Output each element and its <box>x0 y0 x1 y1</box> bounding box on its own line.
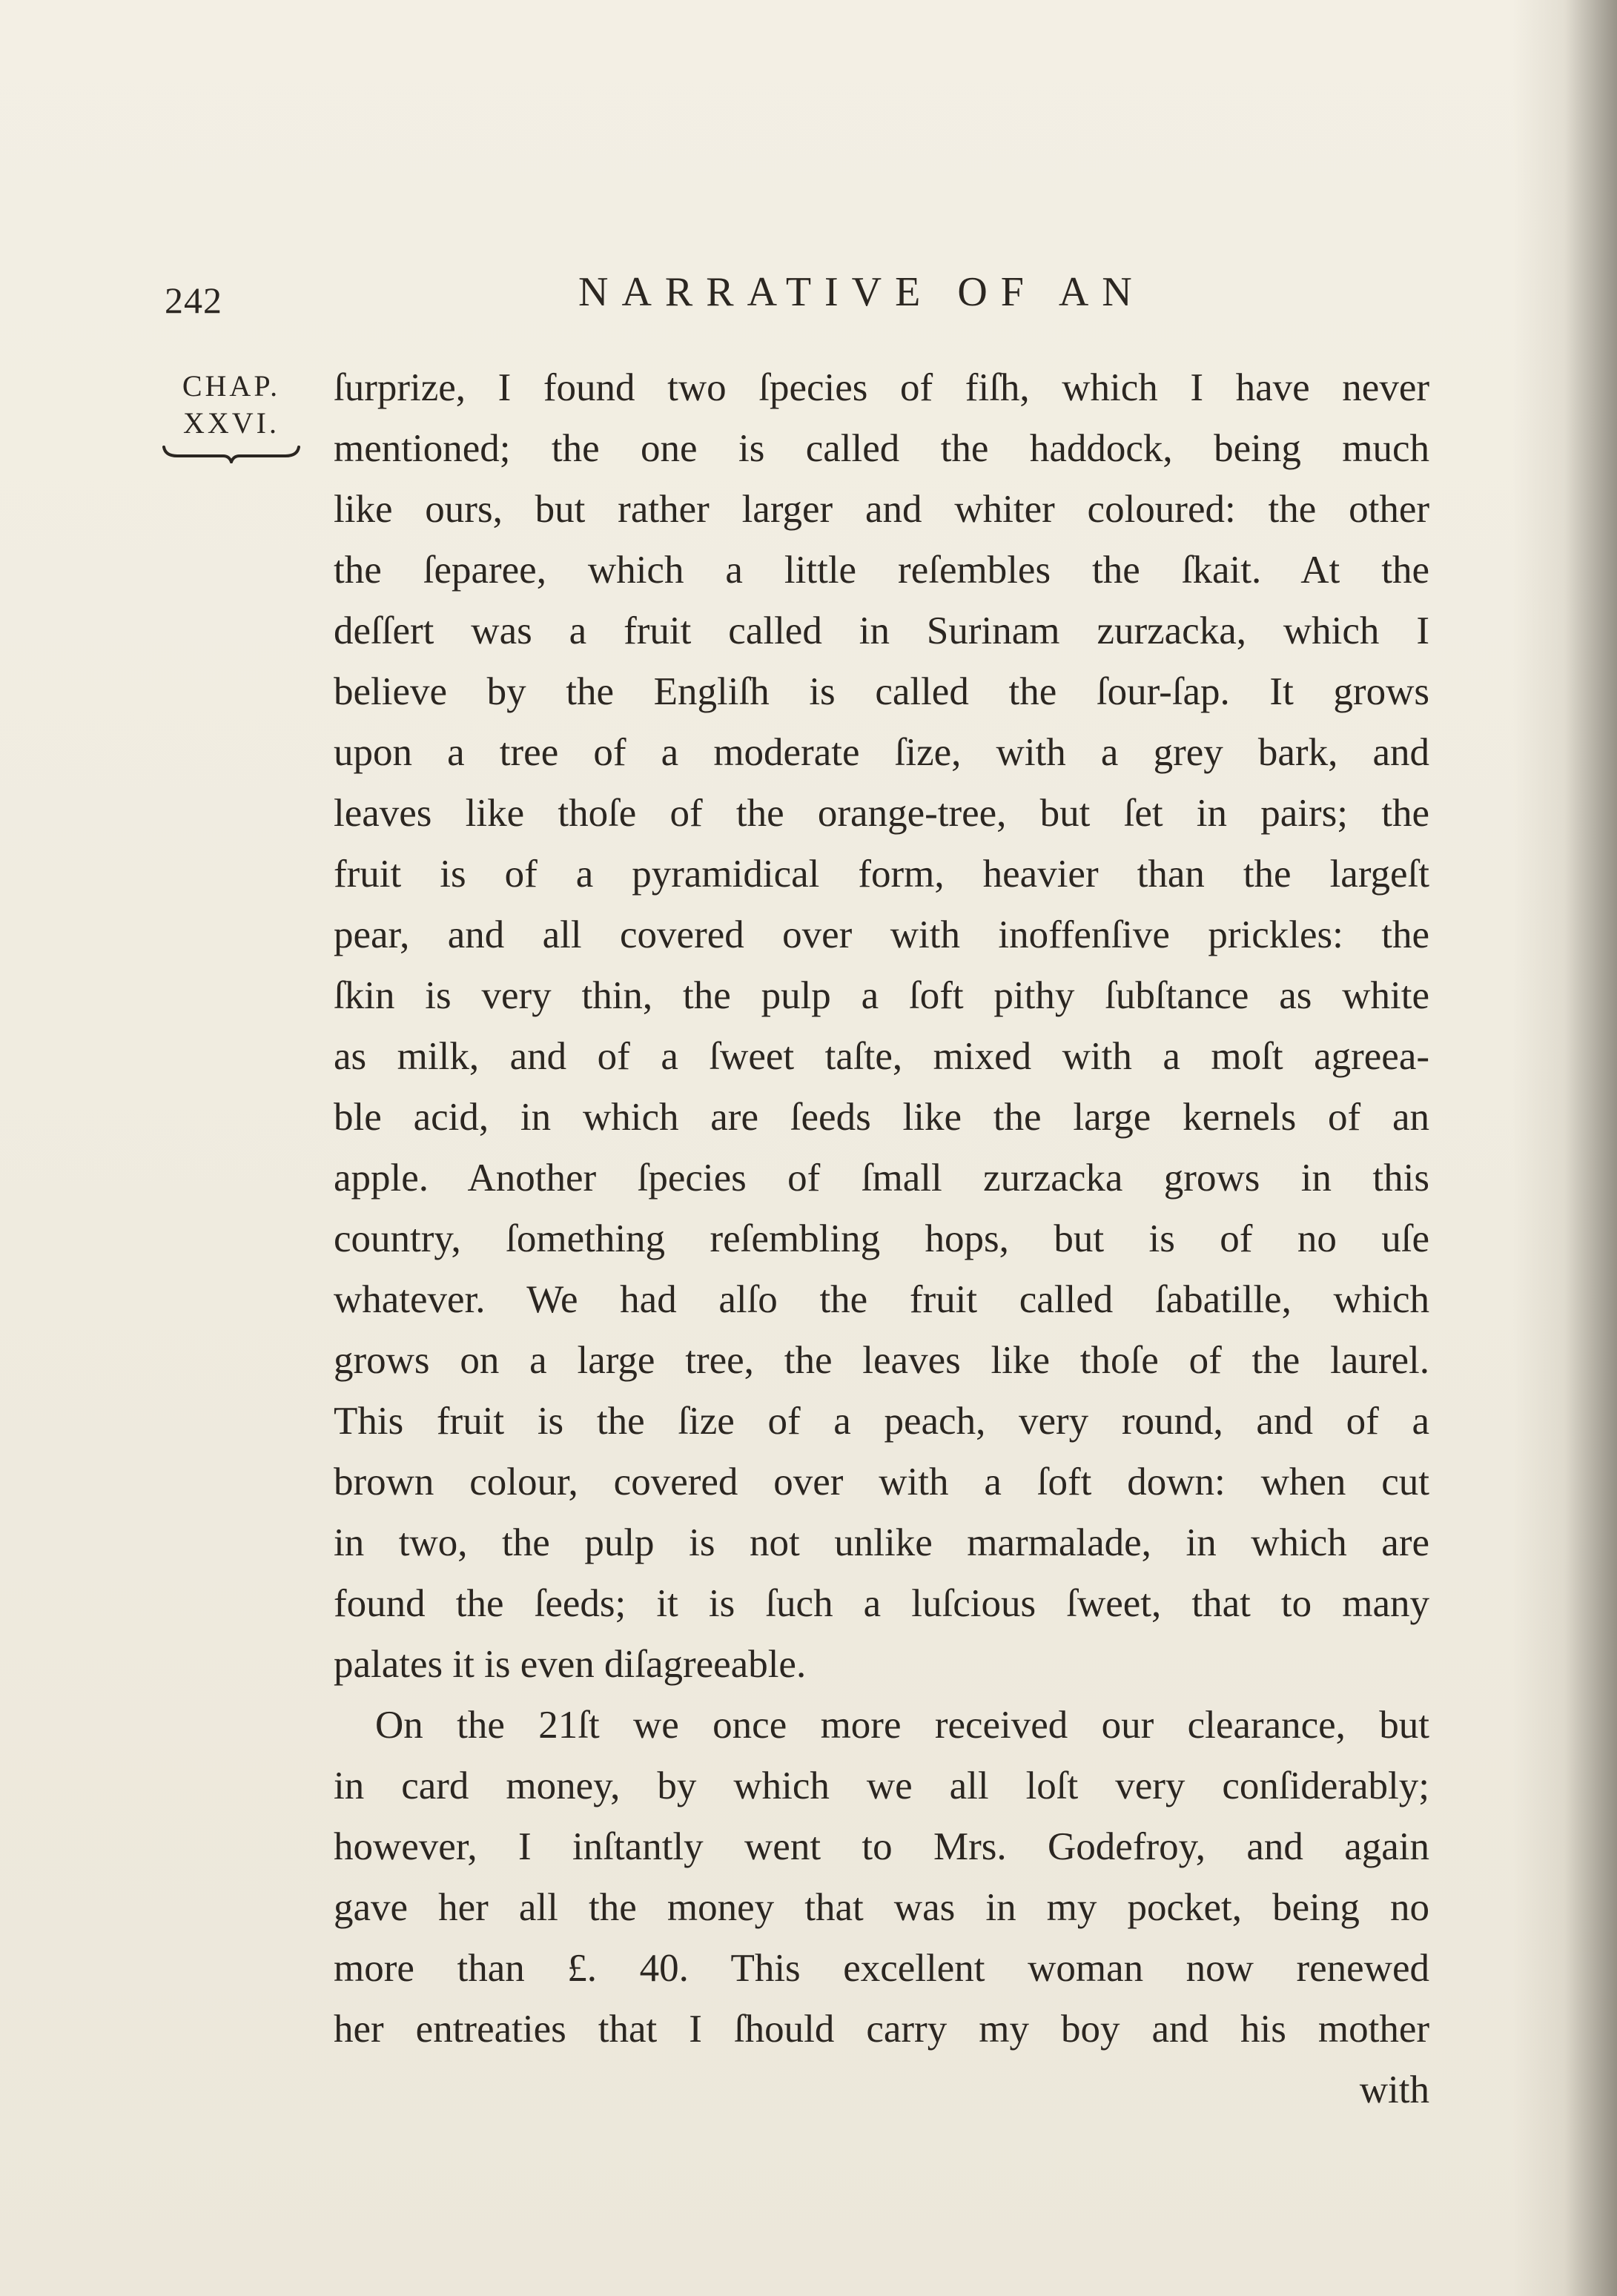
text-line: whatever. We had alſo the fruit called ſabatille, which <box>334 1278 1429 1321</box>
text-line: the ſeparee, which a little reſembles the ſkait. At the <box>334 549 1429 592</box>
body-text <box>334 357 1429 2120</box>
text-line: like ours, but rather larger and whiter coloured: the other <box>334 488 1429 531</box>
text-line: apple. Another ſpecies of ſmall zurzacka grows in this <box>334 1157 1429 1200</box>
text-line: On the 21ſt we once more received our clearance, but <box>375 1704 1429 1747</box>
text-line: brown colour, covered over with a ſoft down: when cut <box>334 1460 1429 1503</box>
text-line: mentioned; the one is called the haddock, being much <box>334 427 1429 470</box>
chapter-side-note <box>157 367 305 463</box>
running-title: NARRATIVE OF AN <box>578 269 1145 315</box>
text-line: country, ſomething reſembling hops, but is of no uſe <box>334 1217 1429 1260</box>
text-line: upon a tree of a moderate ſize, with a grey bark, and <box>334 731 1429 774</box>
text-line: in card money, by which we all loſt very conſiderably; <box>334 1764 1429 1807</box>
text-line: ſkin is very thin, the pulp a ſoft pithy ſubſtance as white <box>334 974 1429 1017</box>
running-head <box>0 268 1617 320</box>
text-line: in two, the pulp is not unlike marmalade, in which are <box>334 1521 1429 1564</box>
brace-ornament-icon <box>161 444 302 463</box>
chapter-label: CHAP. <box>182 369 281 403</box>
chapter-number: XXVI. <box>183 406 280 440</box>
catchword: with <box>1359 2068 1429 2111</box>
text-line: ble acid, in which are ſeeds like the large kernels of an <box>334 1096 1429 1139</box>
text-line: more than £. 40. This excellent woman now renewed <box>334 1947 1429 1990</box>
text-line: palates it is even diſagreeable. <box>334 1643 807 1686</box>
text-line: fruit is of a pyramidical form, heavier than the largeſt <box>334 853 1429 896</box>
text-line: deſſert was a fruit called in Surinam zurzacka, which I <box>334 609 1429 652</box>
text-line: pear, and all covered over with inoffenſive prickles: the <box>334 913 1429 956</box>
text-line: her entreaties that I ſhould carry my boy and his mother <box>334 2008 1429 2051</box>
page-number: 242 <box>165 279 222 321</box>
text-line: leaves like thoſe of the orange-tree, but ſet in pairs; the <box>334 792 1429 835</box>
text-line: as milk, and of a ſweet taſte, mixed with a moſt agreea- <box>334 1035 1429 1078</box>
text-line: This fruit is the ſize of a peach, very round, and of a <box>334 1400 1429 1443</box>
text-line: ſurprize, I found two ſpecies of fiſh, which I have never <box>334 366 1429 409</box>
text-line: found the ſeeds; it is ſuch a luſcious ſweet, that to many <box>334 1582 1429 1625</box>
text-line: grows on a large tree, the leaves like thoſe of the laurel. <box>334 1339 1429 1382</box>
text-line: believe by the Engliſh is called the ſour-ſap. It grows <box>334 670 1429 713</box>
text-line: however, I inſtantly went to Mrs. Godefroy, and again <box>334 1825 1429 1868</box>
text-line: gave her all the money that was in my pocket, being no <box>334 1886 1429 1929</box>
